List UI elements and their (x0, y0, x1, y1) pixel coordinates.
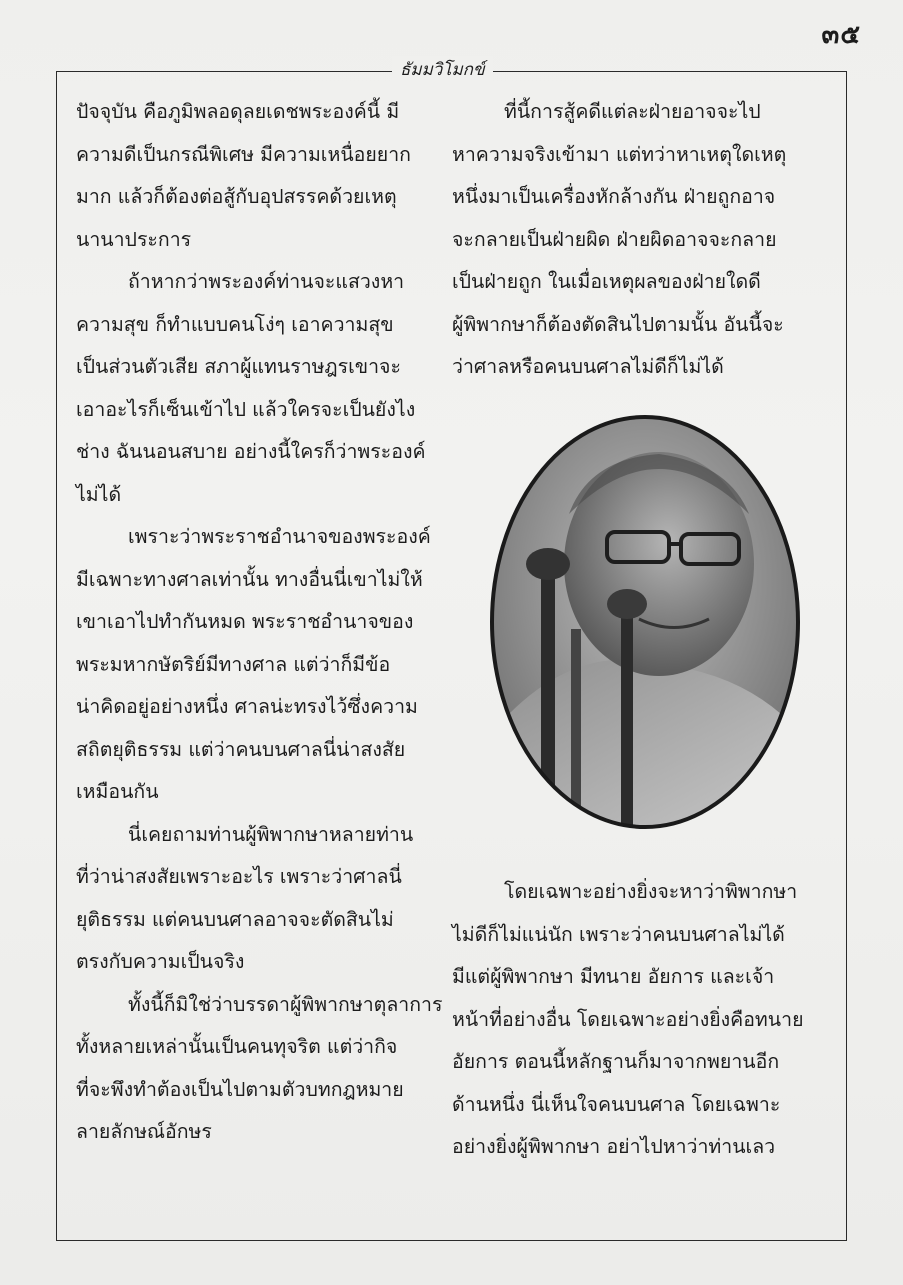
text-line: ทั้งนี้ก็มิใช่ว่าบรรดาผู้พิพากษาตุลาการ (128, 992, 443, 1016)
text-line: ว่าศาลหรือคนบนศาลไม่ดีก็ไม่ได้ (452, 355, 724, 378)
text-line: ตรงกับความเป็นจริง (76, 950, 245, 973)
text-line: นี่เคยถามท่านผู้พิพากษาหลายท่าน (128, 822, 414, 846)
text-line: มาก แล้วก็ต้องต่อสู้กับอุปสรรคด้วยเหตุ (76, 185, 397, 208)
text-line: นานาประการ (76, 227, 192, 251)
text-line: ปัจจุบัน คือภูมิพลอดุลยเดชพระองค์นี้ มี (76, 100, 400, 123)
text-line: ทั้งหลายเหล่านั้นเป็นคนทุจริต แต่ว่ากิจ (76, 1035, 398, 1058)
text-line: ถ้าหากว่าพระองค์ท่านจะแสวงหา (128, 270, 405, 293)
text-line: ที่จะพึงทำต้องเป็นไปตามตัวบทกฎหมาย (76, 1077, 404, 1101)
text-line: ไม่ดีก็ไม่แน่นัก เพราะว่าคนบนศาลไม่ได้ (452, 922, 785, 946)
text-line: สถิตยุติธรรม แต่ว่าคนบนศาลนี่น่าสงสัย (76, 737, 406, 761)
text-line: เพราะว่าพระราชอำนาจของพระองค์ (128, 525, 431, 548)
text-line: อัยการ ตอนนี้หลักฐานก็มาจากพยานอีก (452, 1050, 780, 1073)
text-line: ความดีเป็นกรณีพิเศษ มีความเหนื่อยยาก (76, 142, 411, 166)
text-line: เป็นส่วนตัวเสีย สภาผู้แทนราษฎรเขาจะ (76, 355, 401, 378)
text-line: น่าคิดอยู่อย่างหนึ่ง ศาลน่ะทรงไว้ซึ่งความ (76, 695, 418, 718)
text-line: อย่างยิ่งผู้พิพากษา อย่าไปหาว่าท่านเลว (452, 1135, 776, 1158)
monk-portrait (489, 414, 801, 830)
text-line: เขาเอาไปทำกันหมด พระราชอำนาจของ (76, 610, 414, 633)
text-line: พระมหากษัตริย์มีทางศาล แต่ว่าก็มีข้อ (76, 652, 391, 676)
page-number: ๓๕ (821, 20, 861, 50)
running-head: ธัมมวิโมกข์ (392, 56, 493, 84)
text-line: เอาอะไรก็เซ็นเข้าไป แล้วใครจะเป็นยังไง (76, 397, 416, 421)
text-line: จะกลายเป็นฝ่ายผิด ฝ่ายผิดอาจจะกลาย (452, 227, 777, 251)
right-column-bottom (452, 871, 826, 1169)
text-line: ไม่ได้ (76, 482, 122, 506)
text-line: ด้านหนึ่ง นี่เห็นใจคนบนศาล โดยเฉพาะ (452, 1092, 781, 1116)
text-line: เป็นฝ่ายถูก ในเมื่อเหตุผลของฝ่ายใดดี (452, 270, 761, 293)
text-line: หนึ่งมาเป็นเครื่องหักล้างกัน ฝ่ายถูกอาจ (452, 185, 776, 208)
text-line: ช่าง ฉันนอนสบาย อย่างนี้ใครก็ว่าพระองค์ (76, 440, 426, 463)
text-line: ยุติธรรม แต่คนบนศาลอาจจะตัดสินไม่ (76, 907, 394, 931)
text-line: ผู้พิพากษาก็ต้องตัดสินไปตามนั้น อันนี้จะ (452, 312, 784, 336)
portrait-oval-photo (489, 414, 801, 830)
text-line: โดยเฉพาะอย่างยิ่งจะหาว่าพิพากษา (504, 880, 798, 903)
text-line: ลายลักษณ์อักษร (76, 1120, 212, 1143)
text-line: มีเฉพาะทางศาลเท่านั้น ทางอื่นนี่เขาไม่ให้ (76, 567, 423, 591)
left-column (76, 91, 443, 1154)
right-column-top (452, 91, 826, 389)
text-line: ที่นี้การสู้คดีแต่ละฝ่ายอาจจะไป (504, 100, 761, 123)
text-line: หน้าที่อย่างอื่น โดยเฉพาะอย่างยิ่งคือทนาย (452, 1007, 804, 1031)
text-line: เหมือนกัน (76, 780, 159, 803)
text-line: มีแต่ผู้พิพากษา มีทนาย อัยการ และเจ้า (452, 965, 775, 988)
text-line: ที่ว่าน่าสงสัยเพราะอะไร เพราะว่าศาลนี่ (76, 865, 402, 888)
text-line: หาความจริงเข้ามา แต่ทว่าหาเหตุใดเหตุ (452, 142, 787, 166)
text-line: ความสุข ก็ทำแบบคนโง่ๆ เอาความสุข (76, 312, 394, 336)
